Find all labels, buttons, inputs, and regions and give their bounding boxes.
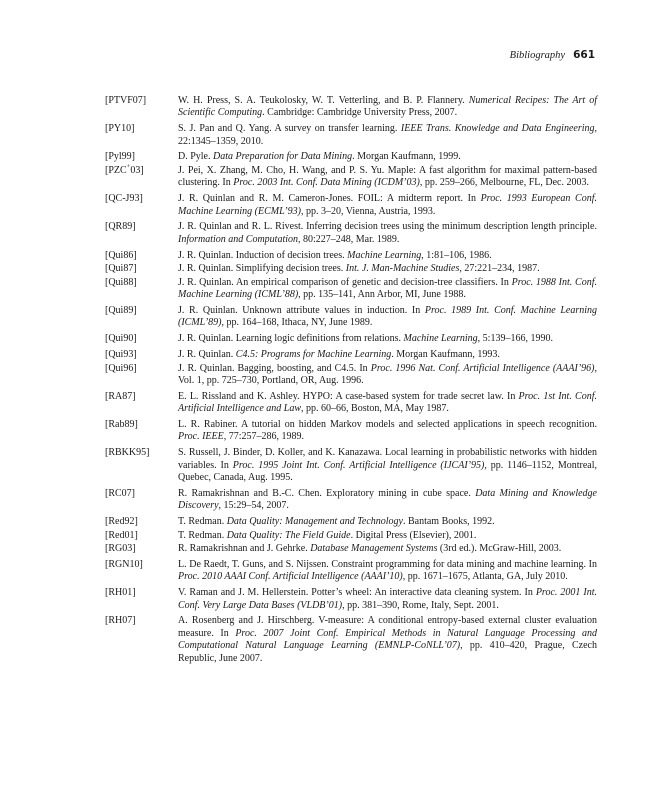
reference-text-run: J. R. Quinlan. Learning logic definitions from relations.	[178, 333, 404, 345]
reference-key: [RH01]	[105, 587, 136, 599]
reference-title-italic: Information and Computation	[178, 233, 299, 245]
reference-text-run: , Vol. 1, pp. 725–730, Portland, OR, Aug. 1996.	[178, 362, 597, 386]
reference-text-run: D. Pyle.	[178, 151, 213, 163]
reference-text-run: , pp. 3–20, Vienna, Austria, 1993.	[300, 205, 436, 217]
reference-key: [Qui90]	[105, 333, 137, 345]
reference-title-italic: C4.5: Programs for Machine Learning	[235, 349, 392, 360]
reference-text-run: J. R. Quinlan. Simplifying decision trees.	[178, 263, 346, 275]
reference-text	[178, 391, 597, 416]
reference-entry	[105, 221, 597, 246]
reference-text-run: R. Ramakrishnan and B.-C. Chen. Exploratory mining in cube space.	[178, 487, 476, 499]
reference-key: [QC-J93]	[105, 193, 143, 205]
reference-text-run: . Bantam Books, 1992.	[402, 516, 495, 528]
reference-text-run: , pp. 135–141, Ann Arbor, MI, June 1988.	[298, 289, 466, 301]
reference-entry	[105, 615, 597, 665]
reference-title-italic: Proc. 2001 Int. Conf. Very Large Data Bases (VLDB’01)	[178, 587, 597, 611]
reference-text	[178, 363, 597, 388]
reference-text-run: , pp. 164–168, Ithaca, NY, June 1989.	[221, 317, 373, 329]
reference-title-italic: Proc. 1st Int. Conf. Artificial Intelligence and Law	[178, 390, 597, 415]
reference-title-italic: Proc. 1995 Joint Int. Conf. Artificial Intelligence (IJCAI’95)	[232, 459, 485, 471]
reference-text-run: . Cambridge: Cambridge University Press, 2007.	[262, 107, 458, 119]
reference-text	[178, 123, 597, 148]
reference-entry	[105, 363, 597, 388]
reference-text-run: W. H. Press, S. A. Teukolosky, W. T. Vetterling, and B. P. Flannery.	[178, 95, 469, 106]
reference-text-run: J. R. Quinlan. Induction of decision trees.	[178, 249, 348, 261]
reference-key: [RG03]	[105, 543, 136, 555]
reference-text-run: , pp. 1671–1675, Atlanta, GA, July 2010.	[402, 571, 568, 583]
reference-key: [PZC+03]	[105, 163, 144, 176]
reference-entry	[105, 333, 597, 345]
reference-text-run: , 1:81–106, 1986.	[421, 249, 492, 261]
reference-text	[178, 349, 597, 361]
reference-title-italic: Proc. 2010 AAAI Conf. Artificial Intelligence (AAAI’10)	[178, 571, 403, 583]
reference-key: [RGN10]	[105, 559, 143, 570]
reference-text	[178, 151, 597, 163]
reference-title-italic: Data Mining and Knowledge Discovery	[178, 487, 597, 512]
reference-text	[178, 305, 597, 330]
reference-text-run: J. R. Quinlan.	[178, 349, 236, 360]
reference-key: [RC07]	[105, 487, 135, 499]
reference-entry	[105, 193, 597, 218]
reference-title-italic: Data Preparation for Data Mining	[213, 151, 353, 163]
reference-text	[178, 263, 597, 275]
reference-entry	[105, 250, 597, 262]
reference-text	[178, 419, 597, 444]
reference-text-run: . Digital Press (Elsevier), 2001.	[350, 529, 477, 541]
reference-text	[178, 543, 597, 555]
reference-entry	[105, 165, 597, 190]
reference-entry	[105, 151, 597, 163]
reference-key: [Red01]	[105, 529, 138, 541]
reference-entry	[105, 305, 597, 330]
reference-title-italic: Proc. 1993 European Conf. Machine Learning (ECML’93)	[178, 193, 597, 217]
reference-key: [Qui86]	[105, 249, 137, 261]
reference-text-run: , pp. 60–66, Boston, MA, May 1987.	[301, 403, 449, 415]
reference-text-run: J. Pei, X. Zhang, M. Cho, H. Wang, and P. S. Yu. Maple: A fast algorithm for maximal pattern-based clustering. In	[178, 165, 597, 189]
reference-text-run: T. Redman.	[178, 516, 227, 528]
reference-text	[178, 447, 597, 484]
reference-entry	[105, 419, 597, 444]
reference-entry	[105, 488, 597, 513]
reference-text-run: , 5:139–166, 1990.	[477, 333, 553, 345]
reference-entry	[105, 543, 597, 555]
reference-entry	[105, 277, 597, 302]
reference-text-run: , 27:221–234, 1987.	[459, 263, 540, 275]
reference-entry	[105, 391, 597, 416]
reference-key: [Qui88]	[105, 276, 137, 288]
reference-text	[178, 95, 597, 120]
reference-text-run: , 77:257–286, 1989.	[223, 431, 305, 443]
reference-entry	[105, 447, 597, 484]
reference-text	[178, 488, 597, 513]
reference-title-italic: Data Quality: The Field Guide	[226, 529, 351, 541]
reference-title-italic: Machine Learning	[403, 333, 478, 345]
reference-text	[178, 559, 597, 584]
reference-text-run: , pp. 381–390, Rome, Italy, Sept. 2001.	[342, 599, 499, 611]
reference-key: [Qui87]	[105, 263, 137, 275]
reference-key: [PTVF07]	[105, 95, 147, 106]
reference-key: [Red92]	[105, 516, 138, 528]
reference-entry	[105, 95, 597, 120]
reference-text-run: S. J. Pan and Q. Yang. A survey on transfer learning.	[178, 123, 401, 135]
reference-key: [Rab89]	[105, 419, 138, 430]
reference-text-run: J. R. Quinlan. Bagging, boosting, and C4.5. In	[178, 362, 371, 374]
reference-list	[105, 95, 597, 666]
reference-text-run: A. Rosenberg and J. Hirschberg. V-measure: A conditional entropy-based external cluster evaluation measure. In	[178, 615, 597, 639]
reference-key: [PY10]	[105, 123, 135, 135]
reference-text	[178, 193, 597, 218]
reference-text	[178, 221, 597, 246]
reference-text-run: , pp. 1146–1152, Montreal, Quebec, Canada, Aug. 1995.	[178, 459, 597, 484]
reference-title-italic: Data Quality: Management and Technology	[226, 516, 403, 528]
reference-key: [RH07]	[105, 615, 136, 627]
reference-title-italic: Proc. 2003 Int. Conf. Data Mining (ICDM’03)	[233, 177, 420, 189]
reference-title-italic: Proc. 1996 Nat. Conf. Artificial Intelligence (AAAI’96)	[370, 362, 595, 374]
reference-entry	[105, 587, 597, 612]
reference-key: [RA87]	[105, 390, 136, 402]
reference-title-italic: Proc. IEEE	[178, 431, 224, 443]
reference-title-italic: Machine Learning	[347, 249, 422, 261]
reference-entry	[105, 559, 597, 584]
reference-text-run: S. Russell, J. Binder, D. Koller, and K. Kanazawa. Local learning in probabilistic networks with hidden variables. In	[178, 447, 597, 471]
reference-text	[178, 516, 597, 528]
reference-text	[178, 333, 597, 345]
reference-text-run: V. Raman and J. M. Hellerstein. Potter’s wheel: An interactive data cleaning system. In	[178, 587, 536, 599]
reference-text-run: . Morgan Kaufmann, 1999.	[352, 151, 461, 163]
reference-text-run: , 15:29–54, 2007.	[218, 500, 289, 512]
reference-text-run: E. L. Rissland and K. Ashley. HYPO: A case-based system for trade secret law. In	[178, 390, 519, 402]
reference-text-run: , pp. 410–420, Prague, Czech Republic, June 2007.	[178, 640, 597, 664]
reference-title-italic: IEEE Trans. Knowledge and Data Engineering	[400, 123, 595, 135]
reference-text-run: J. R. Quinlan. Unknown attribute values in induction. In	[178, 305, 425, 316]
running-title: Bibliography	[509, 50, 566, 61]
reference-key: [RBKK95]	[105, 447, 150, 459]
reference-key: [Qui96]	[105, 362, 137, 374]
reference-text	[178, 530, 597, 542]
reference-text	[178, 165, 597, 190]
page-number: 661	[573, 49, 595, 61]
reference-text-run: J. R. Quinlan and R. L. Rivest. Inferring decision trees using the minimum description length principle.	[178, 221, 597, 233]
reference-text-run: L. De Raedt, T. Guns, and S. Nijssen. Constraint programming for data mining and machine learning. In	[178, 559, 597, 570]
reference-text-run: (3rd ed.). McGraw-Hill, 2003.	[437, 543, 562, 555]
reference-text-run: J. R. Quinlan and R. M. Cameron-Jones. FOIL: A midterm report. In	[178, 193, 481, 205]
reference-text-run: J. R. Quinlan. An empirical comparison of genetic and decision-tree classifiers. In	[178, 276, 512, 288]
reference-key: [QR89]	[105, 221, 136, 233]
reference-title-italic: Proc. 2007 Joint Conf. Empirical Methods in Natural Language Processing and Computational Natural Language Learning (EMNLP-CoNLL’07)	[178, 627, 597, 652]
reference-text	[178, 615, 597, 665]
reference-text-run: , 80:227–248, Mar. 1989.	[298, 233, 400, 245]
reference-key: [Qui89]	[105, 305, 137, 316]
reference-entry	[105, 263, 597, 275]
reference-text-run: . Morgan Kaufmann, 1993.	[391, 349, 500, 360]
reference-title-italic: Proc. 1988 Int. Conf. Machine Learning (ICML’88)	[178, 276, 597, 301]
reference-text-run: L. R. Rabiner. A tutorial on hidden Markov models and selected applications in speech recognition.	[178, 419, 597, 430]
reference-key: [Pyl99]	[105, 151, 135, 163]
reference-key: [Qui93]	[105, 349, 137, 360]
reference-title-italic: Numerical Recipes: The Art of Scientific Computing	[178, 95, 597, 119]
reference-entry	[105, 349, 597, 361]
reference-text-run: , 22:1345–1359, 2010.	[178, 123, 597, 147]
reference-title-italic: Proc. 1989 Int. Conf. Machine Learning (ICML’89)	[178, 305, 597, 329]
reference-text-run: , pp. 259–266, Melbourne, FL, Dec. 2003.	[419, 177, 589, 189]
reference-text	[178, 587, 597, 612]
reference-entry	[105, 123, 597, 148]
running-header	[510, 49, 595, 61]
reference-title-italic: Database Management Systems	[310, 543, 438, 555]
reference-entry	[105, 530, 597, 542]
reference-text-run: R. Ramakrishnan and J. Gehrke.	[178, 543, 311, 555]
reference-title-italic: Int. J. Man-Machine Studies	[345, 263, 460, 275]
reference-text-run: T. Redman.	[178, 529, 227, 541]
reference-entry	[105, 516, 597, 528]
reference-text	[178, 277, 597, 302]
reference-text	[178, 250, 597, 262]
